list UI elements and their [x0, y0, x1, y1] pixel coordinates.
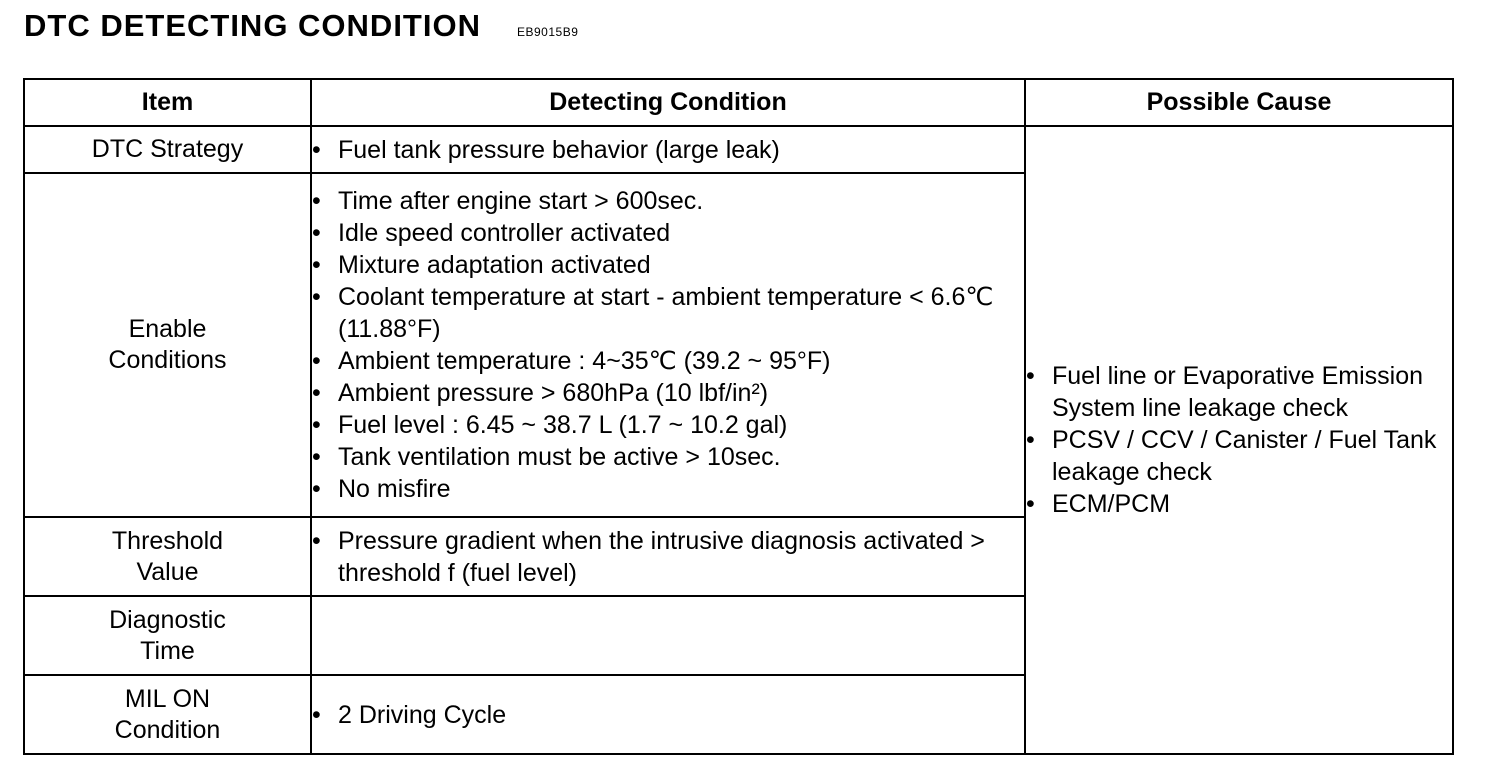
list-item — [312, 441, 1024, 473]
list-item-text: Time after engine start > 600sec. — [338, 187, 704, 215]
bullet-icon: • — [312, 411, 321, 439]
list-item-text: No misfire — [338, 475, 451, 503]
item-label-line: Diagnostic — [109, 605, 226, 634]
list-item — [312, 249, 1024, 281]
header-item: Item — [24, 79, 311, 126]
list-item — [312, 699, 1024, 731]
cause-list — [1026, 360, 1452, 520]
item-dtc-strategy: DTC Strategy — [24, 126, 311, 173]
bullet-icon: • — [312, 379, 321, 407]
item-threshold-value — [24, 517, 311, 596]
condition-list — [312, 525, 1024, 589]
title-block — [24, 8, 578, 44]
item-label-line: Time — [140, 636, 195, 665]
list-item — [1026, 360, 1452, 424]
item-label-line: Enable — [128, 315, 207, 343]
list-item-text: Pressure gradient when the intrusive diagnosis activated > threshold f (fuel level) — [338, 526, 985, 587]
list-item — [312, 281, 1024, 345]
item-label-line: Condition — [114, 715, 221, 744]
list-item-text: Fuel level : 6.45 ~ 38.7 L (1.7 ~ 10.2 gal) — [338, 411, 788, 439]
list-item-text: Mixture adaptation activated — [338, 251, 651, 279]
list-item-text: Fuel tank pressure behavior (large leak) — [338, 135, 780, 164]
document-code: EB9015B9 — [517, 25, 579, 39]
item-label-line: Conditions — [108, 346, 227, 374]
list-item-text: Idle speed controller activated — [338, 219, 671, 247]
bullet-icon: • — [312, 187, 321, 215]
bullet-icon: • — [312, 347, 321, 375]
list-item-text: Fuel line or Evaporative Emission System line leakage check — [1052, 362, 1423, 422]
bullet-icon: • — [312, 283, 321, 311]
list-item — [312, 185, 1024, 217]
list-item — [312, 473, 1024, 505]
header-detecting-condition: Detecting Condition — [311, 79, 1025, 126]
conditions-mil-on — [311, 675, 1025, 754]
bullet-icon: • — [312, 443, 321, 471]
list-item — [312, 377, 1024, 409]
conditions-dtc-strategy — [311, 126, 1025, 173]
list-item-text: Coolant temperature at start - ambient temperature < 6.6℃ (11.88°F) — [338, 283, 994, 343]
bullet-icon: • — [312, 475, 321, 503]
list-item-text: Ambient pressure > 680hPa (10 lbf/in²) — [338, 379, 769, 407]
item-label-line: MIL ON — [124, 684, 211, 713]
list-item — [312, 525, 1024, 589]
bullet-icon: • — [1026, 490, 1035, 518]
list-item — [312, 409, 1024, 441]
possible-cause-cell — [1025, 126, 1453, 754]
condition-list — [312, 185, 1024, 505]
item-diagnostic-time — [24, 596, 311, 675]
bullet-icon: • — [312, 135, 321, 164]
list-item — [1026, 424, 1452, 488]
table-row-dtc-strategy — [24, 126, 1453, 173]
item-mil-on-condition — [24, 675, 311, 754]
list-item-text: ECM/PCM — [1052, 490, 1171, 518]
conditions-threshold — [311, 517, 1025, 596]
list-item-text: Tank ventilation must be active > 10sec. — [338, 443, 781, 471]
table-header-row — [24, 79, 1453, 126]
bullet-icon: • — [312, 700, 321, 729]
list-item-text: 2 Driving Cycle — [338, 700, 507, 729]
list-item-text: PCSV / CCV / Canister / Fuel Tank leakage check — [1052, 426, 1437, 486]
list-item-text: Ambient temperature : 4~35℃ (39.2 ~ 95°F) — [338, 347, 831, 375]
condition-list — [312, 134, 1024, 166]
dtc-condition-table — [23, 78, 1454, 755]
bullet-icon: • — [312, 526, 321, 555]
condition-list — [312, 699, 1024, 731]
list-item — [1026, 488, 1452, 520]
item-enable-conditions — [24, 173, 311, 517]
list-item — [312, 134, 1024, 166]
bullet-icon: • — [1026, 426, 1035, 454]
bullet-icon: • — [312, 251, 321, 279]
page-title: DTC DETECTING CONDITION — [24, 8, 481, 43]
item-label-line: Value — [136, 557, 199, 586]
conditions-enable — [311, 173, 1025, 517]
header-possible-cause: Possible Cause — [1025, 79, 1453, 126]
list-item — [312, 345, 1024, 377]
bullet-icon: • — [312, 219, 321, 247]
bullet-icon: • — [1026, 362, 1035, 390]
item-label-line: Threshold — [111, 526, 224, 555]
list-item — [312, 217, 1024, 249]
conditions-diagnostic-time — [311, 596, 1025, 675]
